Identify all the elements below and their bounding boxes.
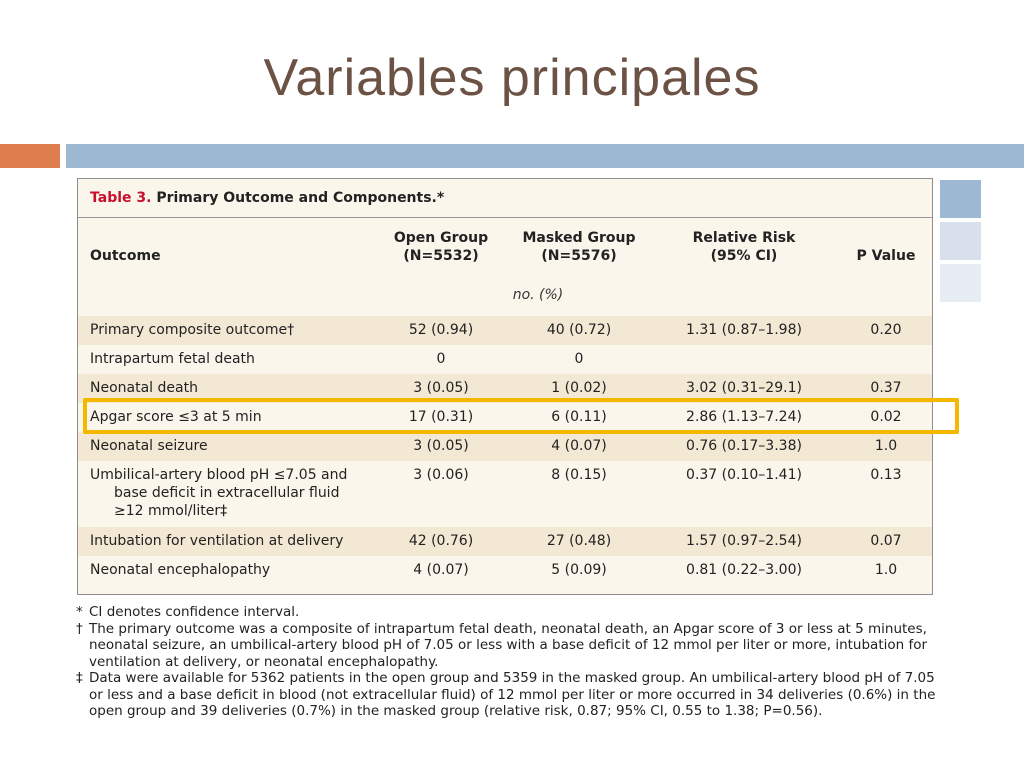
cell-masked-group: 0 [574, 351, 584, 367]
accent-bar-blue [66, 144, 1024, 168]
cell-open-group: 3 (0.05) [413, 380, 469, 396]
cell-relative-risk: 2.86 (1.13–7.24) [686, 409, 802, 425]
cell-open-group: 42 (0.76) [408, 533, 474, 549]
cell-outcome: Intubation for ventilation at delivery [90, 533, 344, 549]
cell-masked-group: 4 (0.07) [551, 438, 607, 454]
cell-relative-risk: 0.76 (0.17–3.38) [686, 438, 802, 454]
cell-outcome [90, 466, 370, 520]
cell-p-value: 0.20 [870, 322, 902, 338]
cell-masked-group: 8 (0.15) [551, 467, 607, 483]
cell-relative-risk: 3.02 (0.31–29.1) [686, 380, 802, 396]
cell-outcome: Neonatal seizure [90, 438, 208, 454]
cell-outcome: Apgar score ≤3 at 5 min [90, 409, 262, 425]
cell-outcome: Primary composite outcome† [90, 322, 295, 338]
table-row [78, 432, 932, 461]
column-header-masked-group [514, 229, 644, 265]
relative-risk-ci: (95% CI) [710, 248, 778, 264]
table-row [78, 316, 932, 345]
header-rule [78, 217, 932, 218]
cell-relative-risk: 0.81 (0.22–3.00) [686, 562, 802, 578]
cell-outcome: Neonatal death [90, 380, 198, 396]
footnote-symbol: † [76, 620, 83, 637]
cell-masked-group: 27 (0.48) [546, 533, 612, 549]
cell-open-group: 17 (0.31) [408, 409, 474, 425]
footnote-symbol: ‡ [76, 670, 83, 686]
cell-relative-risk: 1.31 (0.87–1.98) [686, 322, 802, 338]
cell-outcome: Neonatal encephalopathy [90, 562, 271, 578]
table-row [78, 345, 932, 374]
masked-group-n: (N=5576) [541, 248, 617, 264]
slide-title: Variables principales [263, 49, 761, 107]
open-group-label: Open Group [393, 230, 489, 246]
column-header-p-value: P Value [856, 248, 916, 264]
cell-open-group: 3 (0.05) [413, 438, 469, 454]
table-row [78, 527, 932, 556]
footnote-text: Data were available for 5362 patients in the open group and 5359 in the masked group. An umbilical-artery blood pH of 7.05 or less and a base deficit in blood (not extracellular fluid) of 12 mmol per liter or more occurred in 34 deliveries (0.6%) in the open group and 39 deliveries (0.7%) in the masked group (relative risk, 0.87; 95% CI, 0.55 to 1.38; P=0.56). [89, 670, 936, 719]
cell-open-group: 52 (0.94) [408, 322, 474, 338]
cell-outcome-line: Umbilical-artery blood pH ≤7.05 and [90, 467, 348, 483]
masked-group-label: Masked Group [522, 230, 636, 246]
cell-p-value: 0.02 [870, 409, 902, 425]
footnote-text: The primary outcome was a composite of intrapartum fetal death, neonatal death, an Apgar score of 3 or less at 5 minutes, neonatal seizure, an umbilical-artery blood pH of 7.05 or less with a base deficit of 12 mmol per liter or more, intubation for ventilation at delivery, or neonatal encephalopathy. [89, 620, 928, 670]
cell-masked-group: 6 (0.11) [551, 409, 607, 425]
cell-relative-risk: 1.57 (0.97–2.54) [686, 533, 802, 549]
highlight-box [83, 398, 959, 434]
accent-bar-orange [0, 144, 60, 168]
table-caption-text: Primary Outcome and Components.* [156, 190, 445, 206]
cell-masked-group: 40 (0.72) [546, 322, 612, 338]
footnote [76, 604, 946, 621]
footnote-text: CI denotes confidence interval. [89, 604, 300, 620]
footnote-symbol: * [76, 604, 83, 620]
column-header-relative-risk [658, 229, 830, 265]
table-row [78, 556, 932, 585]
footnotes [76, 604, 946, 720]
cell-relative-risk: 0.37 (0.10–1.41) [686, 467, 802, 483]
cell-p-value: 1.0 [874, 562, 898, 578]
cell-open-group: 4 (0.07) [413, 562, 469, 578]
cell-p-value: 1.0 [874, 438, 898, 454]
footnote [76, 621, 946, 671]
table-caption [90, 190, 444, 206]
cell-open-group: 0 [436, 351, 446, 367]
table-row [78, 461, 932, 527]
units-label: no. (%) [512, 287, 564, 303]
decorative-square-3 [940, 264, 981, 302]
cell-masked-group: 1 (0.02) [551, 380, 607, 396]
decorative-square-2 [940, 222, 981, 260]
open-group-n: (N=5532) [403, 248, 479, 264]
decorative-square-1 [940, 180, 981, 218]
cell-outcome: Intrapartum fetal death [90, 351, 255, 367]
cell-masked-group: 5 (0.09) [551, 562, 607, 578]
footnote [76, 670, 946, 720]
cell-p-value: 0.13 [870, 467, 902, 483]
cell-open-group: 3 (0.06) [413, 467, 469, 483]
cell-outcome-line: ≥12 mmol/liter‡ [114, 503, 228, 519]
column-header-open-group [378, 229, 504, 265]
cell-p-value: 0.07 [870, 533, 902, 549]
cell-p-value: 0.37 [870, 380, 902, 396]
relative-risk-label: Relative Risk [692, 230, 796, 246]
column-header-outcome: Outcome [90, 248, 161, 264]
cell-outcome-line: base deficit in extracellular fluid [114, 485, 340, 501]
outcome-table [77, 178, 933, 595]
table-caption-label: Table 3. [90, 190, 152, 206]
